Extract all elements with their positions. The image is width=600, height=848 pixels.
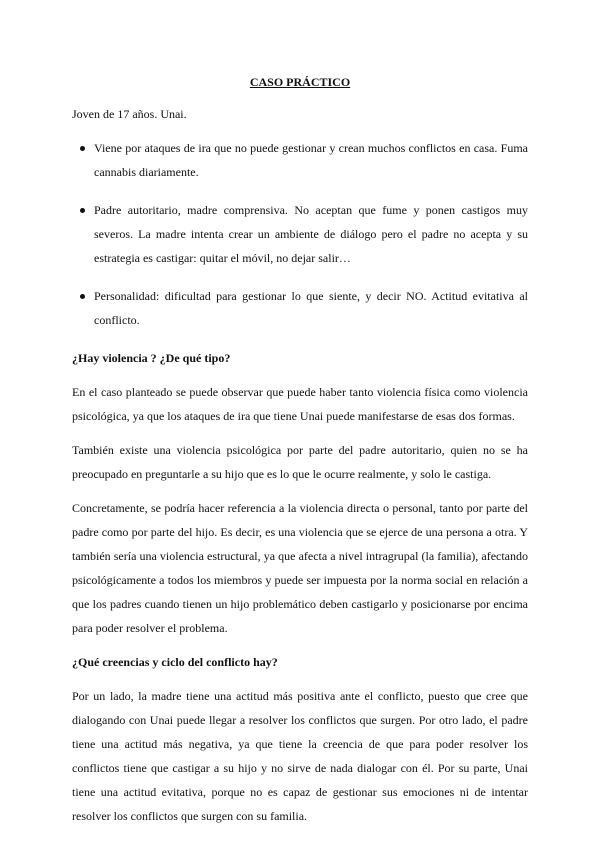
list-item <box>94 284 528 332</box>
bullet-icon <box>80 294 85 299</box>
bullet-icon <box>80 208 85 213</box>
list-item-text: Viene por ataques de ira que no puede gestionar y crean muchos conflictos en casa. Fuma cannabis diariamente. <box>94 141 528 179</box>
list-item-text: Padre autoritario, madre comprensiva. No aceptan que fume y ponen castigos muy severos. La madre intenta crear un ambiente de diálogo pero el padre no acepta y su estrategia es castigar: quitar el móvil, no dejar salir… <box>94 203 528 265</box>
document-title: CASO PRÁCTICO <box>249 75 351 89</box>
intro-line: Joven de 17 años. Unai. <box>72 107 187 121</box>
case-details-list <box>72 136 528 332</box>
paragraph: También existe una violencia psicológica por parte del padre autoritario, quien no se ha preocupado en preguntarle a su hijo que es lo que le ocurre realmente, y solo le castiga. <box>72 443 528 481</box>
bullet-icon <box>80 146 85 151</box>
section-heading-violence: ¿Hay violencia ? ¿De qué tipo? <box>72 351 231 365</box>
list-item <box>94 198 528 270</box>
paragraph: Por un lado, la madre tiene una actitud más positiva ante el conflicto, puesto que cree que dialogando con Unai puede llegar a resolver los conflictos que surgen. Por otro lado, el padre tiene una actitud más negativa, ya que tiene la creencia de que para poder resolver los conflictos tiene que castigar a su hijo y no sirve de nada dialogar con él. Por su parte, Unai tiene una actitud evitativa, porque no es capaz de gestionar sus emociones ni de intentar resolver los conflictos que surgen con su familia. <box>72 689 528 823</box>
paragraph: En el caso planteado se puede observar que puede haber tanto violencia física como violencia psicológica, ya que los ataques de ira que tiene Unai puede manifestarse de esas dos formas. <box>72 385 528 423</box>
list-item-text: Personalidad: dificultad para gestionar lo que siente, y decir NO. Actitud evitativa al conflicto. <box>94 289 528 327</box>
section-heading-beliefs: ¿Qué creencias y ciclo del conflicto hay? <box>72 655 278 669</box>
list-item <box>94 136 528 184</box>
paragraph: Concretamente, se podría hacer referencia a la violencia directa o personal, tanto por parte del padre como por parte del hijo. Es decir, es una violencia que se ejerce de una persona a otra. Y también sería una violencia estructural, ya que afecta a nivel intragrupal (la familia), afectando psicológicamente a todos los miembros y puede ser impuesta por la norma social en relación a que los padres cuando tienen un hijo problemático deben castigarlo y posicionarse por encima para poder resolver el problema. <box>72 501 528 635</box>
